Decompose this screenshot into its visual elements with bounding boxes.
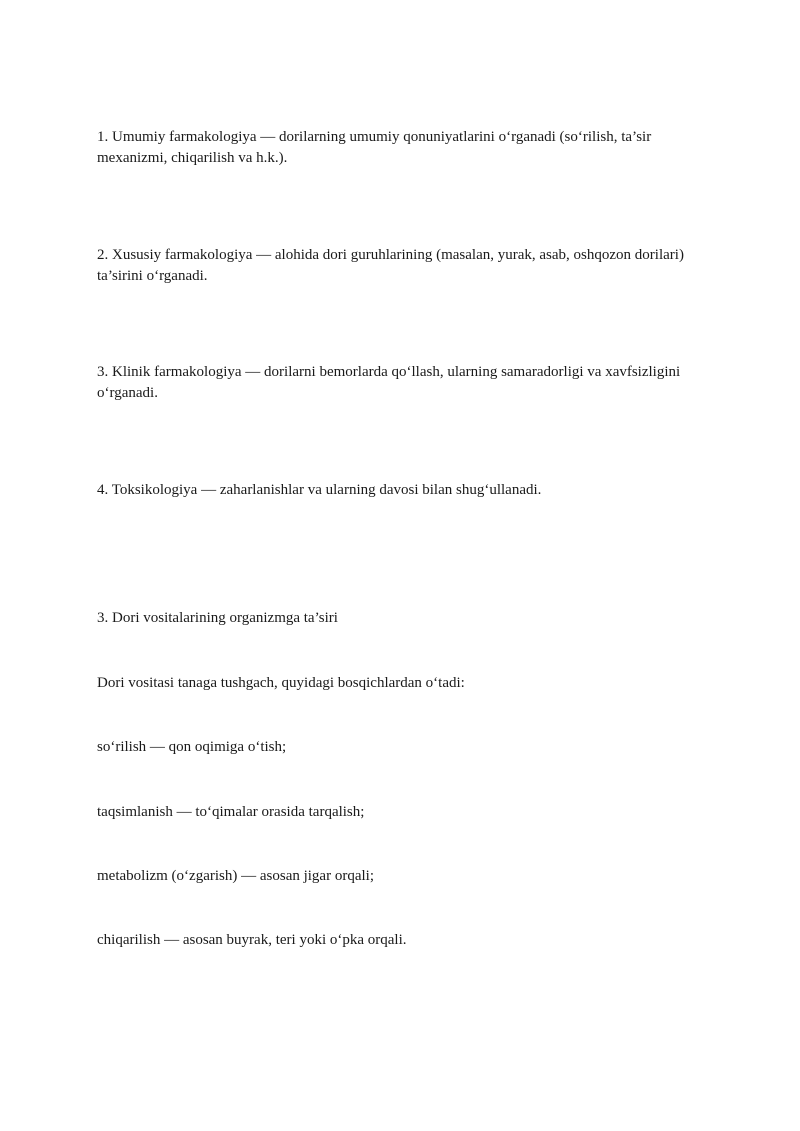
stage-excretion: chiqarilish — asosan buyrak, teri yoki o‘pka orqali.	[97, 932, 407, 948]
stage-metabolism: metabolizm (o‘zgarish) — asosan jigar orqali;	[97, 868, 374, 884]
paragraph-toxicology: 4. Toksikologiya — zaharlanishlar va ularning davosi bilan shug‘ullanadi.	[97, 482, 542, 498]
stage-absorption: so‘rilish — qon oqimiga o‘tish;	[97, 739, 287, 755]
stage-distribution: taqsimlanish — to‘qimalar orasida tarqalish;	[97, 804, 365, 820]
paragraph-special-pharmacology: 2. Xususiy farmakologiya — alohida dori guruhlarining (masalan, yurak, asab, oshqozon dorilari) ta’sirini o‘rganadi.	[97, 247, 684, 284]
paragraph-intro-stages: Dori vositasi tanaga tushgach, quyidagi bosqichlardan o‘tadi:	[97, 675, 465, 691]
paragraph-clinical-pharmacology: 3. Klinik farmakologiya — dorilarni bemorlarda qo‘llash, ularning samaradorligi va xavfsizligini o‘rganadi.	[97, 364, 681, 401]
section-heading: 3. Dori vositalarining organizmga ta’siri	[97, 610, 338, 626]
paragraph-general-pharmacology: 1. Umumiy farmakologiya — dorilarning umumiy qonuniyatlarini o‘rganadi (so‘rilish, ta’sir mexanizmi, chiqarilish va h.k.).	[97, 129, 652, 166]
